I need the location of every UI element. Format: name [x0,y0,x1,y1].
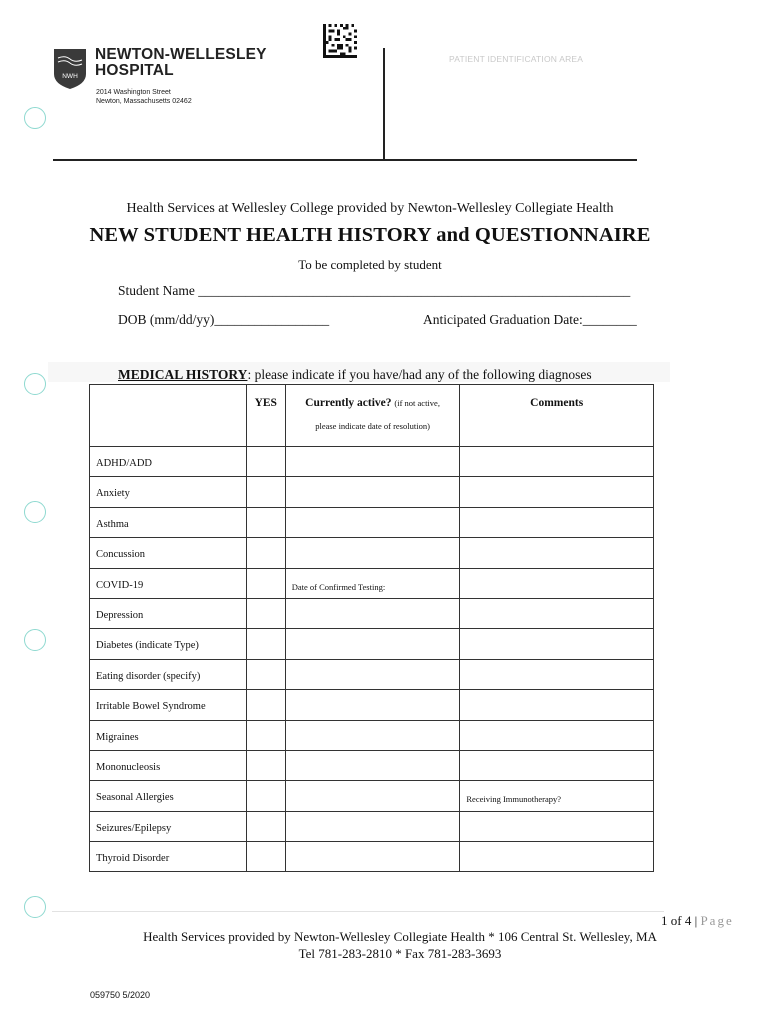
header-divider-horizontal [53,159,637,161]
yes-checkbox-cell[interactable] [246,477,285,507]
form-subtitle: Health Services at Wellesley College provided by Newton-Wellesley Collegiate Health [126,201,614,216]
yes-checkbox-cell[interactable] [246,781,285,811]
condition-cell: Mononucleosis [90,750,247,780]
currently-active-cell[interactable] [285,538,460,568]
currently-active-cell[interactable] [285,781,460,811]
currently-active-cell[interactable]: Date of Confirmed Testing: [285,568,460,598]
comments-cell[interactable] [460,477,654,507]
binder-hole [24,629,46,651]
yes-checkbox-cell[interactable] [246,690,285,720]
currently-active-cell[interactable] [285,447,460,477]
table-row [90,720,654,750]
svg-text:NWH: NWH [62,73,78,80]
currently-active-cell[interactable] [285,842,460,872]
condition-cell: Anxiety [90,477,247,507]
condition-cell: Seizures/Epilepsy [90,811,247,841]
table-row [90,477,654,507]
condition-cell: Eating disorder (specify) [90,659,247,689]
comments-cell[interactable] [460,507,654,537]
binder-hole [24,107,46,129]
dob-field[interactable]: DOB (mm/dd/yy)_________________ [118,312,330,327]
currently-active-cell[interactable] [285,598,460,628]
yes-checkbox-cell[interactable] [246,720,285,750]
table-row [90,811,654,841]
medical-history-table [89,384,654,872]
table-row [90,842,654,872]
footer-address: Health Services provided by Newton-Wellesley Collegiate Health * 106 Central St. Wellesley, MA [143,929,657,944]
yes-checkbox-cell[interactable] [246,507,285,537]
page-number: 1 of 4 | Page [661,913,734,928]
comments-cell[interactable] [460,750,654,780]
comments-cell[interactable] [460,538,654,568]
table-row [90,538,654,568]
hospital-address: 2014 Washington Street Newton, Massachusetts 02462 [96,89,192,105]
condition-column-header [90,385,247,447]
yes-checkbox-cell[interactable] [246,811,285,841]
currently-active-cell[interactable] [285,750,460,780]
comments-cell[interactable] [460,659,654,689]
comments-cell[interactable] [460,690,654,720]
currently-active-cell[interactable] [285,507,460,537]
condition-cell: Asthma [90,507,247,537]
yes-checkbox-cell[interactable] [246,598,285,628]
table-row [90,629,654,659]
table-row [90,690,654,720]
binder-hole [24,501,46,523]
form-number: 059750 5/2020 [90,990,151,1000]
table-row [90,568,654,598]
table-row [90,447,654,477]
yes-column-header: YES [246,385,285,447]
yes-checkbox-cell[interactable] [246,750,285,780]
currently-active-cell[interactable] [285,629,460,659]
comments-cell[interactable] [460,568,654,598]
currently-active-cell[interactable] [285,720,460,750]
condition-cell: Concussion [90,538,247,568]
barcode-icon [323,24,357,58]
patient-id-area-label: PATIENT IDENTIFICATION AREA [449,54,584,64]
comments-column-header: Comments [460,385,654,447]
condition-cell: Depression [90,598,247,628]
medical-history-heading: MEDICAL HISTORY: please indicate if you have/had any of the following diagnoses [118,367,592,382]
form-instruction: To be completed by student [298,257,442,272]
condition-cell: Diabetes (indicate Type) [90,629,247,659]
student-name-field[interactable]: Student Name ________________________________________________________________ [118,283,631,298]
currently-active-cell[interactable] [285,659,460,689]
currently-active-cell[interactable] [285,811,460,841]
table-row [90,750,654,780]
yes-checkbox-cell[interactable] [246,538,285,568]
binder-hole [24,373,46,395]
comments-cell[interactable] [460,629,654,659]
yes-checkbox-cell[interactable] [246,659,285,689]
table-row [90,781,654,811]
currently-active-cell[interactable] [285,477,460,507]
form-title: NEW STUDENT HEALTH HISTORY and QUESTIONNAIRE [89,224,651,246]
yes-checkbox-cell[interactable] [246,568,285,598]
comments-cell[interactable] [460,598,654,628]
table-header-row [90,385,654,447]
yes-checkbox-cell[interactable] [246,447,285,477]
binder-hole [24,896,46,918]
graduation-date-field[interactable]: Anticipated Graduation Date:________ [423,312,637,327]
comments-cell[interactable] [460,842,654,872]
currently-active-cell[interactable] [285,690,460,720]
table-row [90,598,654,628]
footer-phone: Tel 781-283-2810 * Fax 781-283-3693 [298,946,502,961]
currently-active-column-header: Currently active? (if not active, please indicate date of resolution) [285,385,460,447]
condition-cell: Migraines [90,720,247,750]
condition-cell: ADHD/ADD [90,447,247,477]
condition-cell: Irritable Bowel Syndrome [90,690,247,720]
comments-cell[interactable]: Receiving Immunotherapy? [460,781,654,811]
hospital-logo [53,48,87,90]
comments-cell[interactable] [460,811,654,841]
footer-divider [52,911,664,912]
comments-cell[interactable] [460,447,654,477]
table-row [90,507,654,537]
yes-checkbox-cell[interactable] [246,629,285,659]
comments-cell[interactable] [460,720,654,750]
condition-cell: Thyroid Disorder [90,842,247,872]
table-row [90,659,654,689]
hospital-name: NEWTON-WELLESLEY HOSPITAL [95,46,267,79]
yes-checkbox-cell[interactable] [246,842,285,872]
condition-cell: Seasonal Allergies [90,781,247,811]
header-divider-vertical [383,48,385,160]
condition-cell: COVID-19 [90,568,247,598]
